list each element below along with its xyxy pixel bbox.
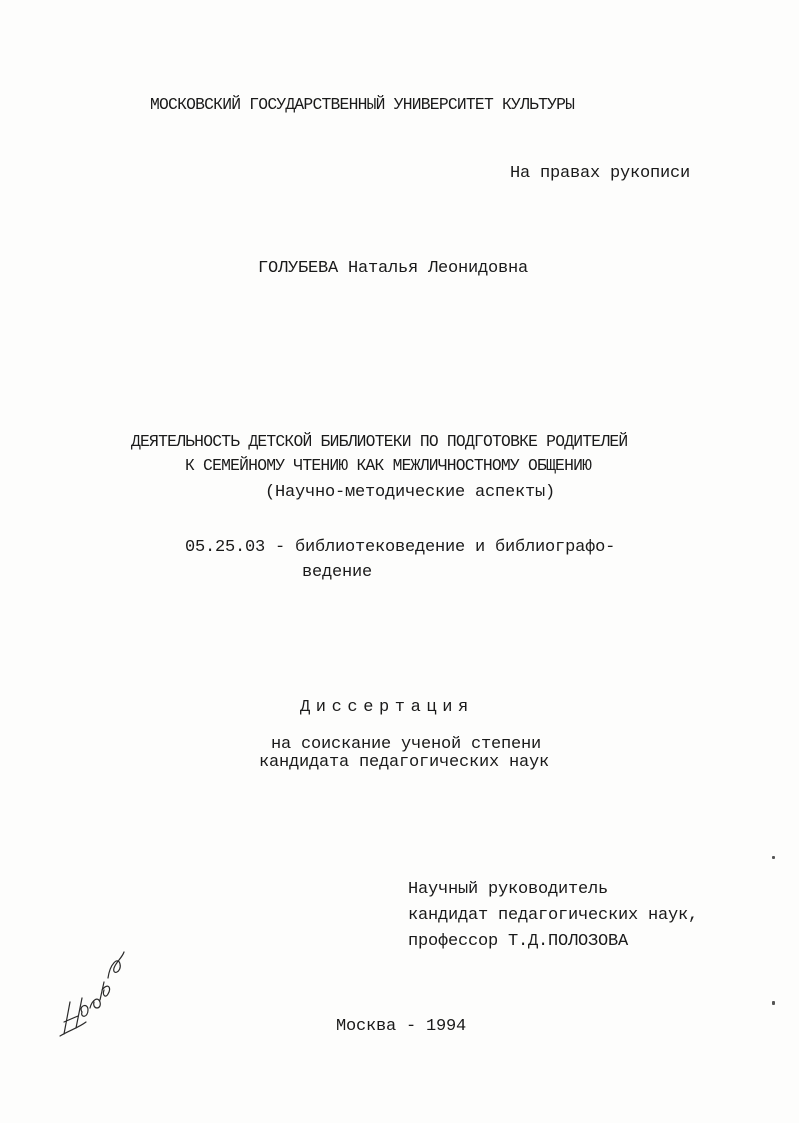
degree-line-2: кандидата педагогических наук [259, 753, 550, 772]
subtitle: (Научно-методические аспекты) [265, 483, 556, 502]
specialty-line-1: 05.25.03 - библиотековедение и библиографо- [185, 538, 616, 557]
rights-note: На правах рукописи [510, 164, 691, 183]
scan-speck [772, 856, 775, 859]
city-year: Москва - 1994 [336, 1017, 467, 1036]
supervisor-line-3: профессор Т.Д.ПОЛОЗОВА [408, 932, 629, 951]
title-line-1: ДЕЯТЕЛЬНОСТЬ ДЕТСКОЙ БИБЛИОТЕКИ ПО ПОДГОТОВКЕ РОДИТЕЛЕЙ [131, 433, 628, 452]
author-name: ГОЛУБЕВА Наталья Леонидовна [258, 259, 529, 278]
supervisor-line-1: Научный руководитель [408, 880, 609, 899]
university-name: МОСКОВСКИЙ ГОСУДАРСТВЕННЫЙ УНИВЕРСИТЕТ КУЛЬТУРЫ [150, 96, 575, 115]
degree-line-1: на соискание ученой степени [271, 735, 542, 754]
work-type: Диссертация [300, 698, 474, 717]
supervisor-line-2: кандидат педагогических наук, [408, 906, 699, 925]
title-line-2: К СЕМЕЙНОМУ ЧТЕНИЮ КАК МЕЖЛИЧНОСТНОМУ ОБЩЕНИЮ [185, 457, 592, 476]
handwritten-signature [48, 942, 128, 1042]
specialty-line-2: ведение [302, 563, 373, 582]
scan-speck [772, 1001, 775, 1005]
